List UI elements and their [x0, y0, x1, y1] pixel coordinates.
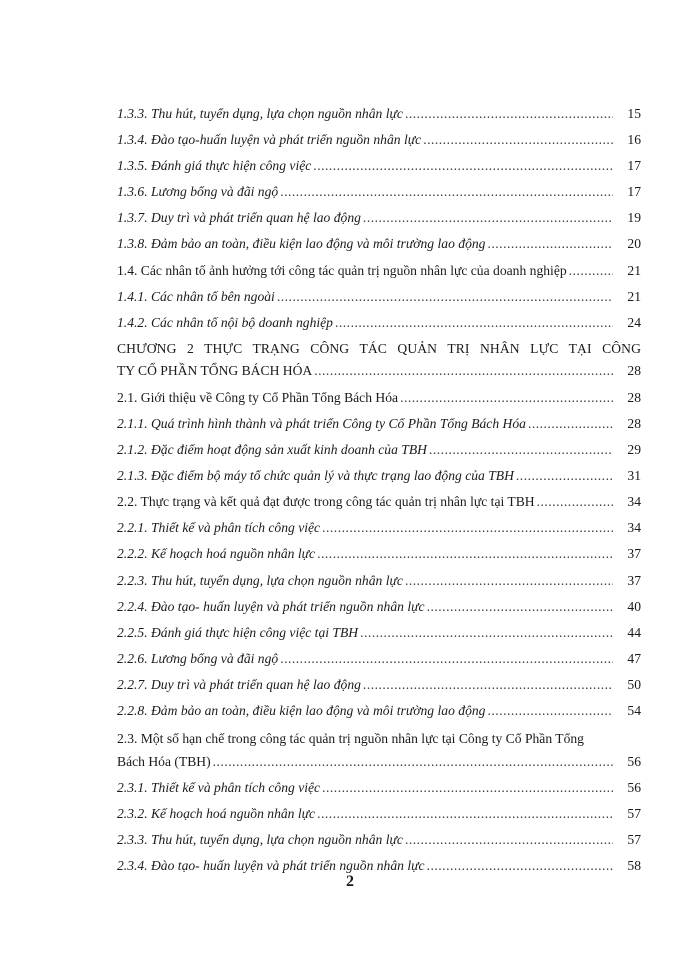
- toc-page-number: 44: [627, 624, 641, 640]
- toc-page-number: 40: [627, 598, 641, 614]
- toc-entry: [117, 179, 641, 205]
- toc-entry: [117, 698, 641, 724]
- toc-page-number: 17: [627, 184, 641, 200]
- section-title-line-1: 2.3. Một số hạn chế trong công tác quản trị nguồn nhân lực tại Công ty Cổ Phần Tổng: [117, 731, 584, 747]
- toc-entry-title: 2.3.1. Thiết kế và phân tích công việc: [117, 780, 321, 796]
- dot-leader: [360, 620, 613, 646]
- toc-entry-title: 1.3.5. Đánh giá thực hiện công việc: [117, 158, 312, 174]
- toc-entry-title: 2.2.2. Kế hoạch hoá nguồn nhân lực: [117, 546, 316, 562]
- toc-entry: [117, 258, 641, 284]
- toc-entry-title: 2.2.5. Đánh giá thực hiện công việc tại TBH: [117, 624, 359, 640]
- toc-entry: [117, 827, 641, 853]
- dot-leader: [277, 284, 613, 310]
- toc-entry-title: 2.2.7. Duy trì và phát triển quan hệ lao động: [117, 676, 361, 692]
- toc-page-number: 28: [627, 363, 641, 379]
- dot-leader: [363, 672, 613, 698]
- toc-entry-title: 2.2.3. Thu hút, tuyển dụng, lựa chọn nguồn nhân lực: [117, 572, 403, 588]
- toc-page-number: 17: [627, 158, 641, 174]
- dot-leader: [487, 231, 613, 257]
- dot-leader: [314, 360, 613, 383]
- dot-leader: [363, 205, 613, 231]
- toc-entry-title: 2.2.4. Đào tạo- huấn luyện và phát triển nguồn nhân lực: [117, 598, 425, 614]
- toc-entry-title: 2.3.4. Đào tạo- huấn luyện và phát triển nguồn nhân lực: [117, 858, 425, 874]
- toc-entry: [117, 515, 641, 541]
- toc-entry: [117, 463, 641, 489]
- toc-page-number: 34: [627, 520, 641, 536]
- dot-leader: [569, 258, 613, 284]
- dot-leader: [322, 515, 613, 541]
- toc-entry: [117, 205, 641, 231]
- toc-entry-title: 2.2.8. Đảm bảo an toàn, điều kiện lao động và môi trường lao động: [117, 702, 486, 718]
- toc-entry-title: 2.1.1. Quá trình hình thành và phát triển Công ty Cổ Phần Tổng Bách Hóa: [117, 415, 526, 431]
- toc-page-number: 28: [627, 389, 641, 405]
- toc-entry-title: 2.1.2. Đặc điểm hoạt động sản xuất kinh doanh của TBH: [117, 442, 427, 458]
- dot-leader: [405, 101, 613, 127]
- toc-page-number: 28: [627, 415, 641, 431]
- dot-leader: [405, 827, 613, 853]
- toc-entry: [117, 620, 641, 646]
- toc-page-number: 37: [627, 546, 641, 562]
- toc-entry: [117, 568, 641, 594]
- toc-entry: [117, 231, 641, 257]
- toc-page-number: 58: [627, 858, 641, 874]
- toc-entry-title: 1.3.4. Đào tạo-huấn luyện và phát triển nguồn nhân lực: [117, 132, 422, 148]
- toc-entry-title: 1.4.2. Các nhân tố nội bộ doanh nghiệp: [117, 314, 333, 330]
- section-title-line-2: Bách Hóa (TBH): [117, 754, 211, 770]
- toc-page-number: 20: [627, 236, 641, 252]
- toc-block-1: [117, 101, 641, 336]
- toc-page-number: 34: [627, 494, 641, 510]
- toc-page-number: 19: [627, 210, 641, 226]
- toc-page-number: 57: [627, 806, 641, 822]
- toc-entry-title: 2.2.6. Lương bổng và đãi ngộ: [117, 650, 279, 666]
- dot-leader: [322, 775, 613, 801]
- toc-entry-title: 1.3.7. Duy trì và phát triển quan hệ lao động: [117, 210, 361, 226]
- toc-page-number: 56: [627, 780, 641, 796]
- toc-entry: [117, 284, 641, 310]
- toc-page-number: 56: [627, 754, 641, 770]
- toc-page-number: 37: [627, 572, 641, 588]
- toc-entry-title: 1.4.1. Các nhân tố bên ngoài: [117, 288, 275, 304]
- dot-leader: [487, 698, 613, 724]
- dot-leader: [317, 541, 613, 567]
- toc-page-number: 50: [627, 676, 641, 692]
- toc-entry: [117, 385, 641, 411]
- dot-leader: [528, 411, 613, 437]
- toc-section-2-3: [117, 727, 641, 773]
- toc-entry: [117, 541, 641, 567]
- toc-entry-title: 2.1. Giới thiệu về Công ty Cổ Phần Tổng Bách Hóa: [117, 389, 399, 405]
- dot-leader: [280, 179, 613, 205]
- toc-entry: [117, 646, 641, 672]
- toc-entry: [117, 101, 641, 127]
- toc-block-2: [117, 385, 641, 724]
- chapter-title-line-2: TY CỔ PHẦN TỔNG BÁCH HÓA: [117, 363, 313, 379]
- dot-leader: [400, 385, 613, 411]
- toc-entry: [117, 411, 641, 437]
- toc-entry: [117, 360, 641, 383]
- dot-leader: [537, 489, 613, 515]
- toc-page-number: 47: [627, 650, 641, 666]
- dot-leader: [280, 646, 613, 672]
- toc-entry-title: 1.3.8. Đảm bảo an toàn, điều kiện lao động và môi trường lao động: [117, 236, 486, 252]
- toc-entry-title: 1.4. Các nhân tố ảnh hưởng tới công tác quản trị nguồn nhân lực của doanh nghiệp: [117, 262, 567, 278]
- toc-entry: [117, 775, 641, 801]
- toc-page-number: 29: [627, 442, 641, 458]
- toc-entry: [117, 489, 641, 515]
- toc-entry: [117, 153, 641, 179]
- toc-entry-title: 2.2.1. Thiết kế và phân tích công việc: [117, 520, 321, 536]
- toc-entry-title: 2.2. Thực trạng và kết quả đạt được trong công tác quản trị nhân lực tại TBH: [117, 494, 535, 510]
- toc-entry-title: 2.3.3. Thu hút, tuyển dụng, lựa chọn nguồn nhân lực: [117, 832, 403, 848]
- toc-page-number: 24: [627, 314, 641, 330]
- dot-leader: [317, 801, 613, 827]
- toc-block-3: [117, 775, 641, 879]
- toc-entry: [117, 594, 641, 620]
- toc-entry: [117, 672, 641, 698]
- toc-page-number: 54: [627, 702, 641, 718]
- table-of-contents: [117, 101, 641, 879]
- dot-leader: [429, 437, 613, 463]
- toc-page-number: 57: [627, 832, 641, 848]
- toc-entry: [117, 310, 641, 336]
- dot-leader: [516, 463, 613, 489]
- toc-chapter-2: [117, 338, 641, 383]
- dot-leader: [335, 310, 613, 336]
- dot-leader: [313, 153, 613, 179]
- dot-leader: [213, 750, 613, 773]
- toc-page-number: 31: [627, 468, 641, 484]
- toc-page-number: 21: [627, 288, 641, 304]
- toc-entry: [117, 437, 641, 463]
- toc-entry: [117, 801, 641, 827]
- toc-entry-title: 1.3.6. Lương bổng và đãi ngộ: [117, 184, 279, 200]
- toc-entry: [117, 127, 641, 153]
- toc-entry-title: 1.3.3. Thu hút, tuyển dụng, lựa chọn nguồn nhân lực: [117, 106, 403, 121]
- chapter-title-line-1: CHƯƠNG 2 THỰC TRẠNG CÔNG TÁC QUẢN TRỊ NHÂN LỰC TẠI CÔNG: [117, 340, 641, 356]
- toc-page-number: 21: [627, 262, 641, 278]
- toc-page-number: 16: [627, 132, 641, 148]
- page-number: 2: [346, 873, 354, 890]
- dot-leader: [423, 127, 613, 153]
- toc-page-number: 15: [627, 106, 641, 121]
- dot-leader: [427, 594, 613, 620]
- toc-entry-title: 2.1.3. Đặc điểm bộ máy tổ chức quản lý và thực trạng lao động của TBH: [117, 468, 514, 484]
- toc-entry-title: 2.3.2. Kế hoạch hoá nguồn nhân lực: [117, 806, 316, 822]
- dot-leader: [405, 568, 613, 594]
- toc-entry: [117, 750, 641, 773]
